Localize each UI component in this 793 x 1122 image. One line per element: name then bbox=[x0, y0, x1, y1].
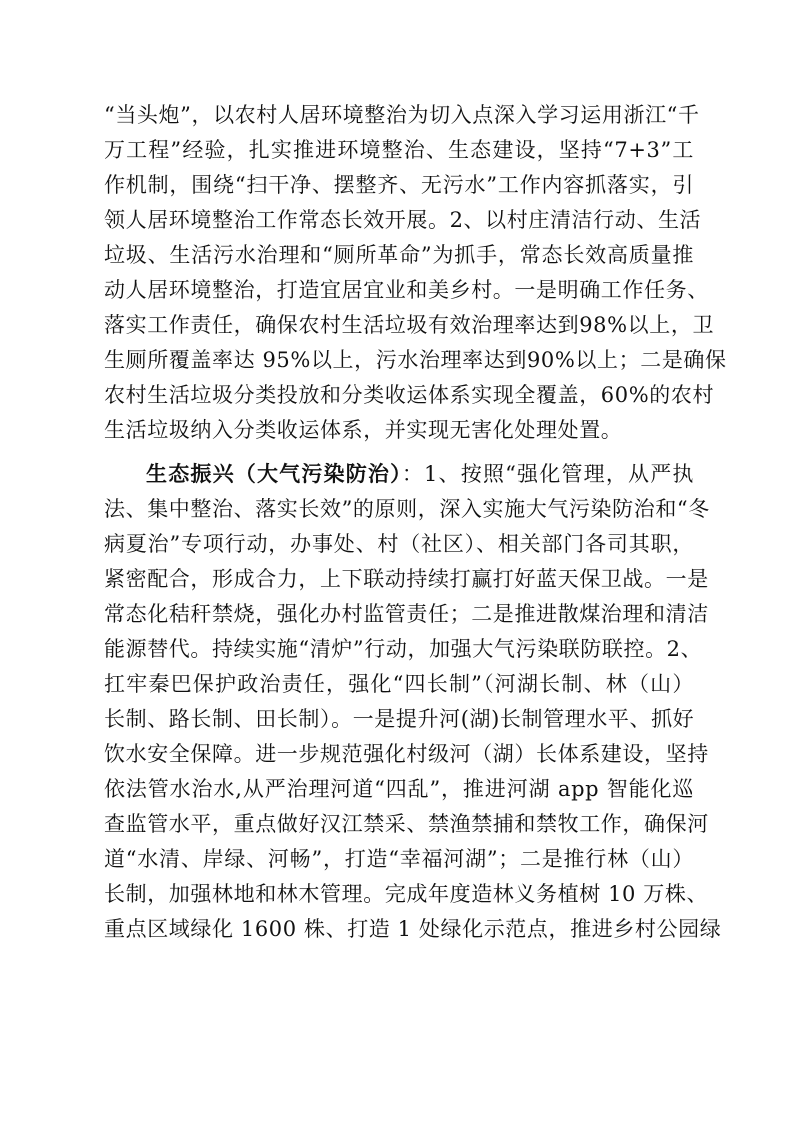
text-line: “当头炮”，以农村人居环境整治为切入点深入学习运用浙江“千 bbox=[104, 103, 700, 127]
text-line: 道“水清、岸绿、河畅”，打造“幸福河湖”；二是推行林（山） bbox=[104, 847, 694, 871]
text-line: 动人居环境整治，打造宜居宜业和美乡村。一是明确工作任务、 bbox=[104, 278, 709, 302]
text-line: 长制，加强林地和林木管理。完成年度造林义务植树 10 万株、 bbox=[104, 882, 709, 906]
section-heading: 生态振兴（大气污染防治） bbox=[146, 462, 402, 486]
text-line: 查监管水平，重点做好汉江禁采、禁渔禁捕和禁牧工作，确保河 bbox=[104, 812, 709, 836]
text-line: 能源替代。持续实施“清炉”行动，加强大气污染联防联控。2、 bbox=[104, 637, 703, 661]
text-line: 常态化秸秆禁烧，强化办村监管责任；二是推进散煤治理和清洁 bbox=[104, 602, 709, 626]
text-line: 生厕所覆盖率达 95%以上，污水治理率达到90%以上；二是确保 bbox=[104, 348, 727, 372]
text-line: 落实工作责任，确保农村生活垃圾有效治理率达到98%以上，卫 bbox=[104, 313, 715, 337]
text-line: 依法管水治水,从严治理河道“四乱”，推进河湖 app 智能化巡 bbox=[104, 777, 694, 801]
text-line: 生活垃圾纳入分类收运体系，并实现无害化处理处置。 bbox=[104, 418, 623, 442]
section-heading-continuation: ：1、按照“强化管理，从严执 bbox=[401, 462, 695, 486]
text-line: 万工程”经验，扎实推进环境整治、生态建设，坚持“7+3”工 bbox=[104, 138, 694, 162]
text-line: 病夏治”专项行动，办事处、村（社区）、相关部门各司其职， bbox=[104, 532, 694, 556]
text-line: 作机制，围绕“扫干净、摆整齐、无污水”工作内容抓落实，引 bbox=[104, 173, 694, 197]
paragraph-gap bbox=[104, 448, 694, 457]
text-line: 法、集中整治、落实长效”的原则，深入实施大气污染防治和“冬 bbox=[104, 497, 710, 521]
document-body bbox=[104, 98, 727, 947]
text-line: 紧密配合，形成合力，上下联动持续打赢打好蓝天保卫战。一是 bbox=[104, 567, 709, 591]
text-line: 农村生活垃圾分类投放和分类收运体系实现全覆盖，60%的农村 bbox=[104, 383, 715, 407]
paragraph-ecology bbox=[104, 457, 722, 947]
text-line: 垃圾、生活污水治理和“厕所革命”为抓手，常态长效高质量推 bbox=[104, 243, 694, 267]
text-line-first bbox=[104, 457, 694, 492]
text-line: 饮水安全保障。进一步规范强化村级河（湖）长体系建设，坚持 bbox=[104, 742, 709, 766]
text-line: 重点区域绿化 1600 株、打造 1 处绿化示范点，推进乡村公园绿 bbox=[104, 917, 722, 941]
text-line: 领人居环境整治工作常态长效开展。2、以村庄清洁行动、生活 bbox=[104, 208, 702, 232]
paragraph-environment bbox=[104, 98, 727, 448]
text-line: 长制、路长制、田长制）。一是提升河(湖)长制管理水平、抓好 bbox=[104, 707, 695, 731]
text-line: 扛牢秦巴保护政治责任，强化“四长制”（河湖长制、林（山） bbox=[104, 672, 694, 696]
